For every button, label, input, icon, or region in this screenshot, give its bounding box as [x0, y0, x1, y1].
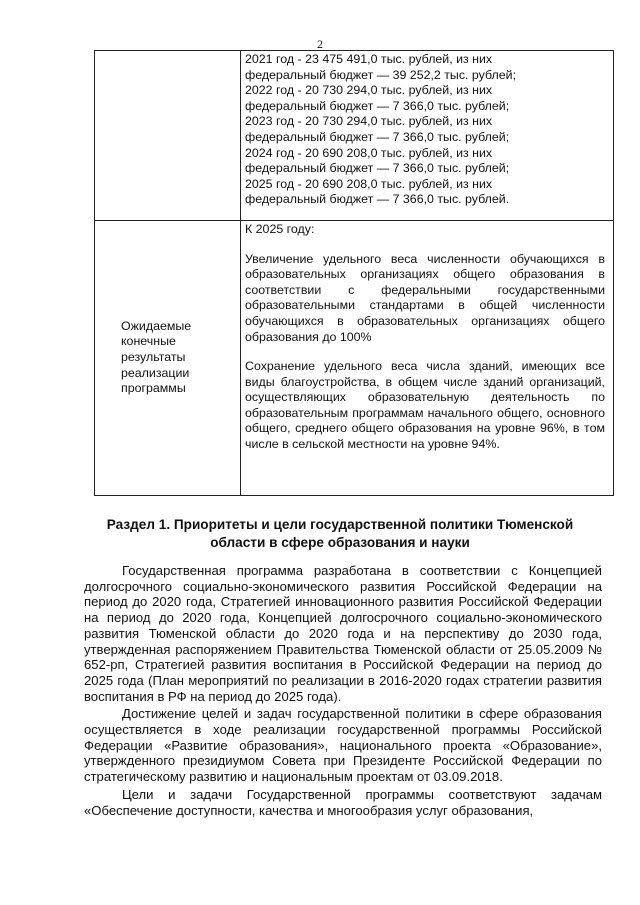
program-passport-table: [94, 50, 614, 496]
funding-value-cell: [241, 51, 614, 221]
page-number: 2: [317, 37, 323, 51]
funding-line: федеральный бюджет — 39 252,2 тыс. рублей;: [245, 67, 517, 82]
results-intro: К 2025 году:: [245, 221, 315, 236]
funding-label-cell: [95, 51, 241, 221]
results-value-cell: [241, 220, 614, 495]
funding-line: федеральный бюджет — 7 366,0 тыс. рублей;: [245, 129, 510, 144]
results-row: [95, 220, 614, 495]
funding-line: 2025 год - 20 690 208,0 тыс. рублей, из них: [245, 176, 493, 191]
funding-row: [95, 51, 614, 221]
funding-line: 2021 год - 23 475 491,0 тыс. рублей, из них: [245, 52, 493, 66]
funding-line: федеральный бюджет — 7 366,0 тыс. рублей;: [245, 161, 510, 176]
body-paragraph: Государственная программа разработана в соответствии с Концепцией долгосрочного социально-экономического развития Российской Федерации на период до 2020 года, Стратегией инновационного развития Российской Федерации на период до 2020 года, Концепцией долгосрочного социально-экономического развития Тюменской области до 2020 года и на перспективу до 2030 года, утвержденная распоряжением Правительства Тюменской области от 25.05.2009 № 652-рп, Стратегией развития воспитания в Российской Федерации на период до 2025 года (План мероприятий по реализации в 2016-2020 годах стратегии развития воспитания в РФ на период до 2025 года).: [84, 563, 602, 704]
result-item-1: Увеличение удельного веса численности обучающихся в образовательных организациях общего образования в соответствии с федеральными государственными образовательными стандартами в общей численности обучающихся в образовательных организациях общего образования до 100%: [245, 251, 605, 344]
funding-line: 2022 год - 20 730 294,0 тыс. рублей, из них: [245, 83, 493, 98]
funding-line: федеральный бюджет — 7 366,0 тыс. рублей.: [245, 192, 510, 207]
result-item-2: Сохранение удельного веса числа зданий, имеющих все виды благоустройства, в общем числе зданий организаций, осуществляющих образовательную деятельность по образовательным программам начального общего, основного общего, среднего общего образования на уровне 96%, в том числе в сельской местности на уровне 94%.: [245, 359, 605, 452]
funding-line: 2023 год - 20 730 294,0 тыс. рублей, из них: [245, 114, 493, 129]
funding-line: 2024 год - 20 690 208,0 тыс. рублей, из них: [245, 145, 493, 160]
section-body: [84, 563, 602, 818]
funding-line: федеральный бюджет — 7 366,0 тыс. рублей;: [245, 98, 510, 113]
section-title: Раздел 1. Приоритеты и цели государственной политики Тюменской области в сфере образования и науки: [106, 517, 574, 550]
body-paragraph: Цели и задачи Государственной программы соответствуют задачам «Обеспечение доступности, качества и многообразия услуг образования,: [84, 786, 602, 818]
body-paragraph: Достижение целей и задач государственной политики в сфере образования осуществляется в ходе реализации государственной программы Российской Федерации «Развитие образования», национального проекта «Образование», утвержденного президиумом Совета при Президенте Российской Федерации по стратегическому развитию и национальным проектам от 03.09.2018.: [84, 706, 602, 785]
results-label-cell: Ожидаемые конечные результаты реализации программы: [95, 220, 241, 495]
